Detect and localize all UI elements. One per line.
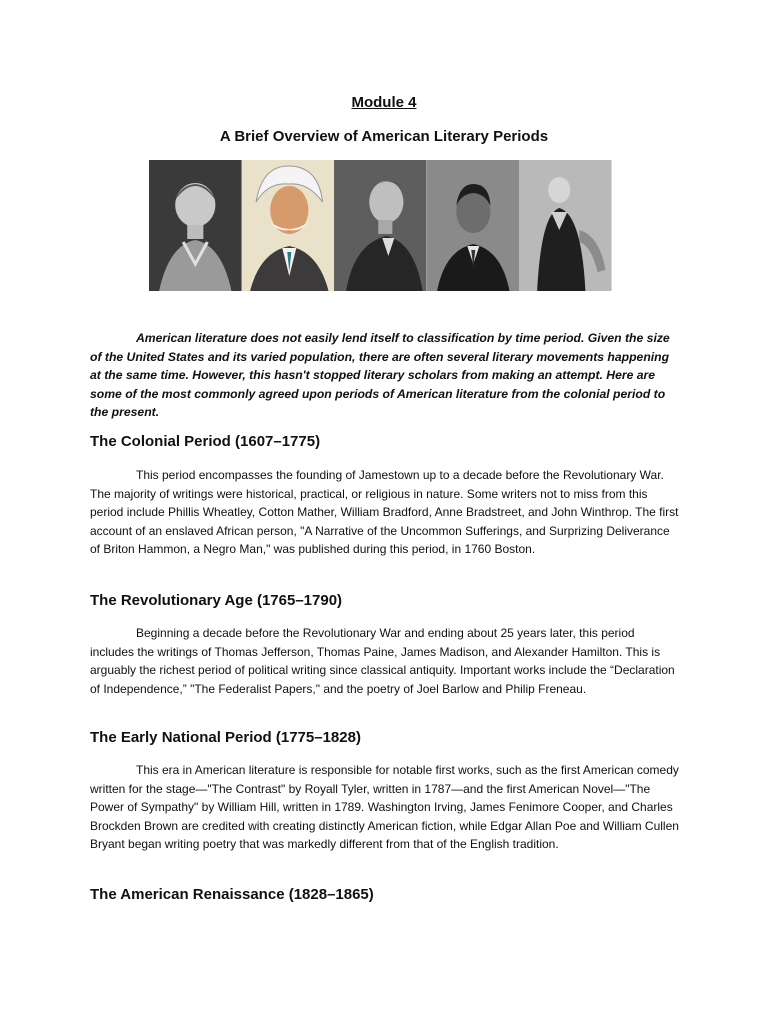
- section-body-colonial-period: This period encompasses the founding of Jamestown up to a decade before the Revolutionary War. The majority of writings were historical, practical, or religious in nature. Some writers not to miss from this period include Phillis Wheatley, Cotton Mather, William Bradford, Anne Bradstreet, and John Winthrop. The first account of an enslaved African person, "A Narrative of the Uncommon Sufferings, and Surprizing Deliverance of Briton Hammon, a Negro Man," was published during this period, in 1760 Boston.: [90, 468, 679, 556]
- author-portrait-3: [334, 160, 427, 291]
- section-heading-early-national-period: The Early National Period (1775–1828): [90, 729, 361, 746]
- author-portrait-1: [149, 160, 242, 291]
- section-body-revolutionary-age: Beginning a decade before the Revolutionary War and ending about 25 years later, this period includes the writings of Thomas Jefferson, Thomas Paine, James Madison, and Alexander Hamilton. This is arguably the richest period of political writing since classical antiquity. Important works include the “Declaration of Independence,” "The Federalist Papers," and the poetry of Joel Barlow and Philip Freneau.: [90, 626, 675, 696]
- section-body-early-national-period: This era in American literature is responsible for notable first works, such as the first American comedy written for the stage—"The Contrast" by Royall Tyler, written in 1787—and the first American Novel—"The Power of Sympathy" by William Hill, written in 1789. Washington Irving, James Fenimore Cooper, and Charles Brockden Brown are credited with creating distinctly American fiction, while Edgar Allan Poe and William Cullen Bryant began writing poetry that was markedly different from that of the English tradition.: [90, 763, 679, 851]
- author-portrait-5: [519, 160, 612, 291]
- section-heading-revolutionary-age: The Revolutionary Age (1765–1790): [90, 592, 343, 609]
- author-portrait-2: [242, 160, 335, 291]
- document-title: A Brief Overview of American Literary Periods: [219, 128, 549, 145]
- section-heading-colonial-period: The Colonial Period (1607–1775): [90, 433, 321, 450]
- author-portrait-4: [427, 160, 520, 291]
- section-heading-american-renaissance: The American Renaissance (1828–1865): [90, 886, 374, 903]
- intro-paragraph: American literature does not easily lend itself to classification by time period. Given the size of the United States and its varied population, there are often several literary movements happening at the same time. However, this hasn't stopped literary scholars from making an attempt. Here are some of the most commonly agreed upon periods of American literature from the colonial period to the present.: [90, 331, 670, 419]
- module-title: Module 4: [351, 94, 417, 111]
- author-portraits-strip: [149, 160, 612, 291]
